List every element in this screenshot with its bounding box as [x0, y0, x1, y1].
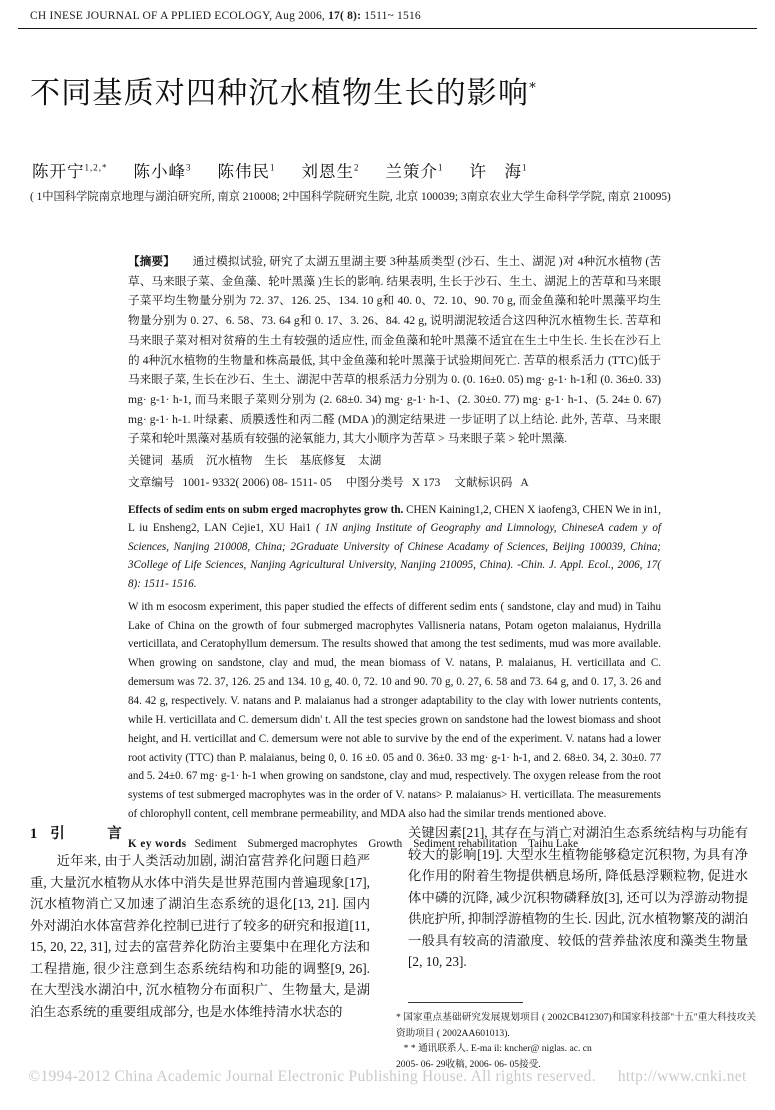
footnote-funding: * 国家重点基础研究发展规划项目 ( 2002CB412307)和国家科技部"十五"重大科技攻关资助项目 ( 2002AA601013).: [396, 1012, 756, 1039]
author-affil-mark: 3: [186, 162, 192, 173]
author-name: 兰策介: [385, 162, 438, 181]
left-column: [30, 822, 370, 1022]
author-name: 陈小峰: [133, 162, 186, 181]
english-authors: CHEN Kaining1,2, CHEN X iaofeng3, CHEN We in in1, L iu Ensheng2, LAN Cejie1, XU Hai1: [128, 503, 661, 535]
doc-code-label: 文献标识码: [454, 476, 513, 490]
english-abstract: W ith m esocosm experiment, this paper studied the effects of different sedim ents ( sandstone, clay and mud) in Taihu Lake of China on the growth of four submerged macrophytes Vallisneria natans, Potam ogeton malaianus, Hydrilla verticillata, and Ceratophyllum demersum. The results showed that among the test sediments, mud was more available. When growing on sandstone, clay and mud, the mean biomass of V. natans, P. malaianus, H. verticillata and C. demersum was 72. 37, 126. 25 and 134. 10 g, 40. 0, 72. 10 and 90. 70 g, 0. 27, 6. 58 and 73. 64 g, and 0. 17, 3. 26 and 84. 42 g, respectively. V. natans and P. malaianus had a stronger adaptability to the clay with lower nutrients contents, while H. verticillata and C. demersum didn' t. All the test species grown on sandstone had the lowest biomass and shoot height, and H. verticillat and C. demersum were not able to survive by the end of the experiment. V. natans had a lower root activity (TTC) than P. malaianus, being 0, 0. 16 ±0. 05 and 0. 36±0. 33 mg· g-1· h-1, and 2. 68±0. 34, 2. 30±0. 77 and 5. 24±0. 67 mg· g-1· h-1 when growing on sandstone, clay and mud, respectively. The oxygen release from the root systems of test submerged macrophytes was in the order of V. natans> P. malaianus> H. verticillata. The measurements of chlorophyll content, cell membrane permeability, and MDA also had the similar trends mentioned above.: [128, 600, 661, 821]
keyword: 沉水植物: [206, 454, 253, 468]
chinese-keywords: [128, 451, 661, 471]
english-title: Effects of sedim ents on subm erged macrophytes grow th.: [128, 503, 404, 516]
title-footnote-mark: *: [529, 81, 537, 96]
author-name: 许 海: [469, 162, 522, 181]
english-keyword: Submerged macrophytes: [247, 838, 358, 851]
volume-issue: 17( 8):: [328, 10, 362, 22]
clc-label: 中图分类号: [345, 476, 404, 490]
author: [386, 162, 444, 181]
author: [32, 162, 108, 181]
author-affil-mark: 1: [438, 162, 444, 173]
body-paragraph-left: 近年来, 由于人类活动加剧, 湖泊富营养化问题日趋严重, 大量沉水植物从水体中消失是世界范围内普遍现象[17], 沉水植物消亡又加速了湖泊生态系统的退化[13, 21]. 国内外对湖泊水体富营养化控制已进行了较多的研究和报道[11, 15, 20, 22, 31], 过去的富营养化防治主要集中在理化方法和工程措施, 很少注意到生态系统结构和功能的调整[9, 26]. 在大型浅水湖泊中, 沉水植物分布面积广、生物量大, 是湖泊生态系统的重要组成部分, 也是水体维持清水状态的: [30, 853, 370, 1019]
english-header: [128, 501, 661, 594]
author: [218, 162, 276, 181]
english-keyword: Growth: [368, 838, 403, 851]
author-list: [32, 158, 745, 182]
author: [134, 162, 192, 181]
author: [302, 162, 360, 181]
keyword: 基底修复: [299, 454, 346, 468]
footnote-block: [396, 1010, 756, 1072]
body-paragraph-right: 关键因素[21], 其存在与消亡对湖泊生态系统结构与功能有较大的影响[19]. 大型水生植物能够稳定沉积物, 为具有净化作用的附着生物提供栖息场所, 降低悬浮颗粒物, 促进水体中磷的沉降, 减少沉积物磷释放[3], 还可以为浮游动物提供庇护所, 抑制浮游植物的生长. 因此, 沉水植物繁茂的湖泊一般具有较高的清澈度、较低的营养盐浓度和藻类生物量[2, 10, 23].: [408, 825, 748, 970]
chinese-abstract: [128, 252, 661, 449]
keyword: 太湖: [357, 454, 382, 468]
footnote-divider: [408, 1002, 523, 1003]
article-number: 1001- 9332( 2006) 08- 1511- 05: [182, 476, 332, 490]
author: [470, 162, 528, 181]
right-column: [408, 822, 748, 973]
author-name: 陈开宁: [32, 162, 85, 181]
author-affil-mark: 1: [270, 162, 276, 173]
author-name: 刘恩生: [301, 162, 354, 181]
section-title: 引 言: [50, 826, 136, 842]
abstract-text: 通过模拟试验, 研究了太湖五里湖主要 3种基质类型 (沙石、生土、湖泥 )对 4种沉水植物 (苦草、马来眼子菜、金鱼藻、轮叶黑藻 )生长的影响. 结果表明, 生长于沙石、生土、湖泥上的苦草和马来眼子菜平均生物量分别为 72. 37、126. 25、134. 10 g和 40. 0、72. 10、90. 70 g, 而金鱼藻和轮叶黑藻平均生物量分别为 0. 27、6. 58、73. 64 g和 0. 17、3. 26、84. 42 g, 说明湖泥较适合这四种沉水植物生长. 苦草和马来眼子菜对相对贫瘠的生土有较强的适应性, 而金鱼藻和轮叶黑藻不适宜在生土中生长. 生长在沙石上的 4种沉水植物的生物量和株高最低, 其中金鱼藻和轮叶黑藻于试验期间死亡. 苦草的根系活力 (TTC)低于马来眼子菜, 生长在沙石、生土、湖泥中苦草的根系活力分别为 0. (0. 16±0. 05) mg· g-1· h-1和 (0. 36±0. 33) mg· g-1· h-1, 而马来眼子菜则分别为 (2. 68±0. 34) mg· g-1· h-1、(2. 30±0. 77) mg· g-1· h-1、(5. 24± 0. 67) mg· g-1· h-1. 叶绿素、质膜透性和丙二醛 (MDA )的测定结果进 一步证明了以上结论. 此外, 苦草、马来眼子菜和轮叶黑藻对基质有较强的泌氧能力, 其大小顺序为苦草 > 马来眼子菜 > 轮叶黑藻.: [128, 255, 662, 446]
author-affil-mark: 1,2,*: [84, 162, 108, 173]
abstract-zone: [128, 252, 661, 854]
english-citation: -Chin. J. Appl. Ecol., 2006, 17( 8): 1511- 1516.: [128, 559, 661, 591]
title-block: [30, 76, 745, 112]
running-head: [30, 10, 745, 22]
section-heading: [30, 822, 370, 843]
doc-code: A: [520, 476, 529, 490]
english-keyword: Sediment: [194, 838, 237, 851]
footnote-corresponding-author: * * 通讯联系人. E-ma il: kncher@ niglas. ac. cn: [403, 1043, 592, 1055]
article-title-text: 不同基质对四种沉水植物生长的影响: [30, 76, 530, 111]
english-keyword: Taihu Lake: [528, 838, 579, 851]
section-number: 1: [30, 826, 39, 842]
english-keywords-label: K ey words: [128, 838, 187, 851]
page-title: [30, 76, 745, 112]
article-number-label: 文章编号: [128, 476, 175, 490]
author-affil-mark: 1: [522, 162, 528, 173]
page-range: 1511~ 1516: [364, 10, 421, 22]
author-affil-mark: 2: [354, 162, 360, 173]
clc-code: X 173: [411, 476, 441, 490]
watermark-copyright: ©1994-2012 China Academic Journal Electronic Publishing House. All rights reserved.: [28, 1068, 596, 1085]
english-affiliations: ( 1N anjing Institute of Geography and Limnology, ChineseA cadem y of Sciences, Nanjing 210008, China; 2Graduate University of Chinese Acadamy of Sciences, Beijing 100039, China; 3College of Life Sciences, Nanjing Agricultural University, Nanjing 210095, China).: [128, 522, 662, 572]
footnote-dates: 2005- 06- 29收稿, 2006- 06- 05接受.: [396, 1058, 541, 1070]
author-name: 陈伟民: [217, 162, 270, 181]
english-keyword: Sediment rehabilitation: [413, 838, 518, 851]
keywords-label: 关键词: [128, 454, 163, 468]
article-meta-line: [128, 473, 661, 493]
abstract-label: 【摘要】: [128, 255, 170, 268]
header-divider: [18, 28, 757, 29]
journal-name: CH INESE JOURNAL OF A PPLIED ECOLOGY, Aug 2006,: [30, 10, 326, 22]
keyword: 生长: [264, 454, 288, 468]
watermark-url: http://www.cnki.net: [617, 1068, 747, 1085]
keyword: 基质: [170, 454, 194, 468]
affiliation-line: ( 1中国科学院南京地理与湖泊研究所, 南京 210008; 2中国科学院研究生院, 北京 100039; 3南京农业大学生命科学学院, 南京 210095): [30, 191, 671, 203]
